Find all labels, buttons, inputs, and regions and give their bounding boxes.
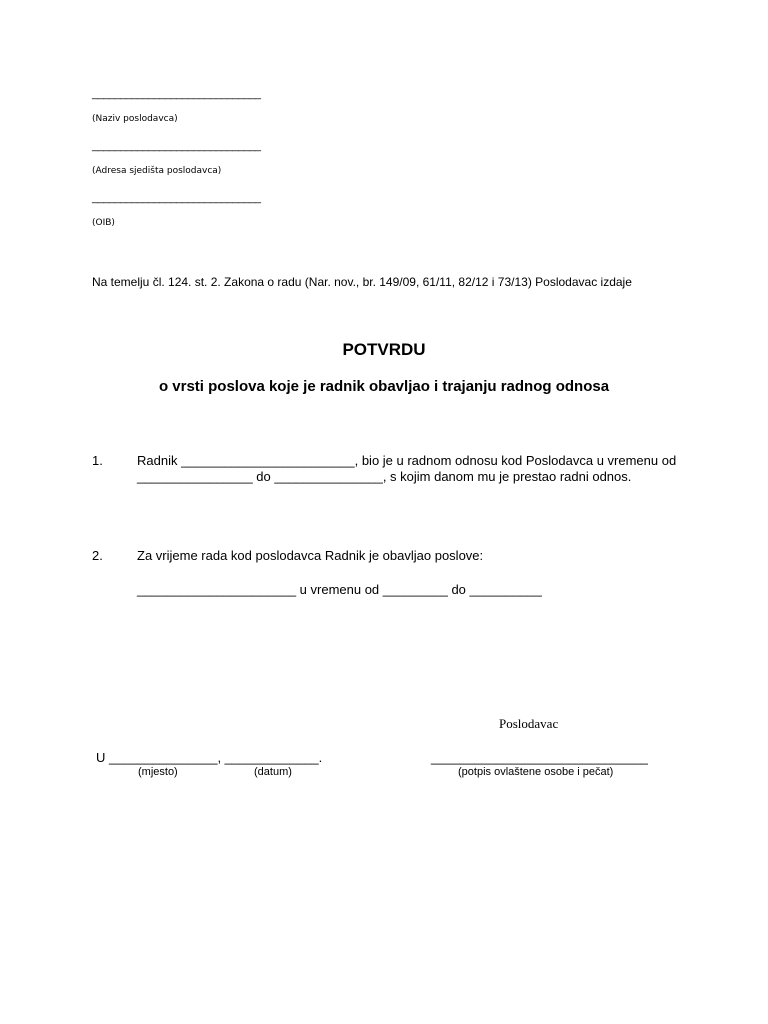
employer-signature-label: Poslodavac	[499, 716, 559, 731]
signature-caption: (potpis ovlaštene osobe i pečat)	[458, 766, 614, 778]
item-1-text: Radnik ________________________, bio je u radnom odnosu kod Poslodavca u vremenu od ________________ do _______________, s kojim danom mu je prestao radni odnos.	[137, 453, 677, 484]
item-1-number: 1.	[92, 453, 103, 468]
oib-caption: (OIB)	[92, 218, 115, 228]
item-2-number: 2.	[92, 548, 103, 563]
item-2-blank-line: ______________________ u vremenu od _________ do __________	[137, 582, 542, 597]
employer-name-caption: (Naziv poslodavca)	[92, 114, 178, 124]
date-caption: (datum)	[254, 766, 292, 778]
intro-paragraph: Na temelju čl. 124. st. 2. Zakona o radu (Nar. nov., br. 149/09, 61/11, 82/12 i 73/13) Poslodavac izdaje	[92, 275, 632, 289]
signature-line: ______________________________	[431, 750, 648, 765]
place-caption: (mjesto)	[138, 766, 178, 778]
document-subtitle: o vrsti poslova koje je radnik obavljao i trajanju radnog odnosa	[158, 378, 610, 395]
place-date-line: U _______________, _____________.	[96, 750, 323, 765]
employer-name-line: ______________________________	[92, 88, 261, 100]
oib-line: ______________________________	[92, 192, 261, 204]
item-2-text: Za vrijeme rada kod poslodavca Radnik je obavljao poslove:	[137, 548, 484, 563]
employer-address-caption: (Adresa sjedišta poslodavca)	[92, 166, 222, 176]
document-title: POTVRDU	[342, 340, 426, 359]
employer-address-line: ______________________________	[92, 140, 261, 152]
